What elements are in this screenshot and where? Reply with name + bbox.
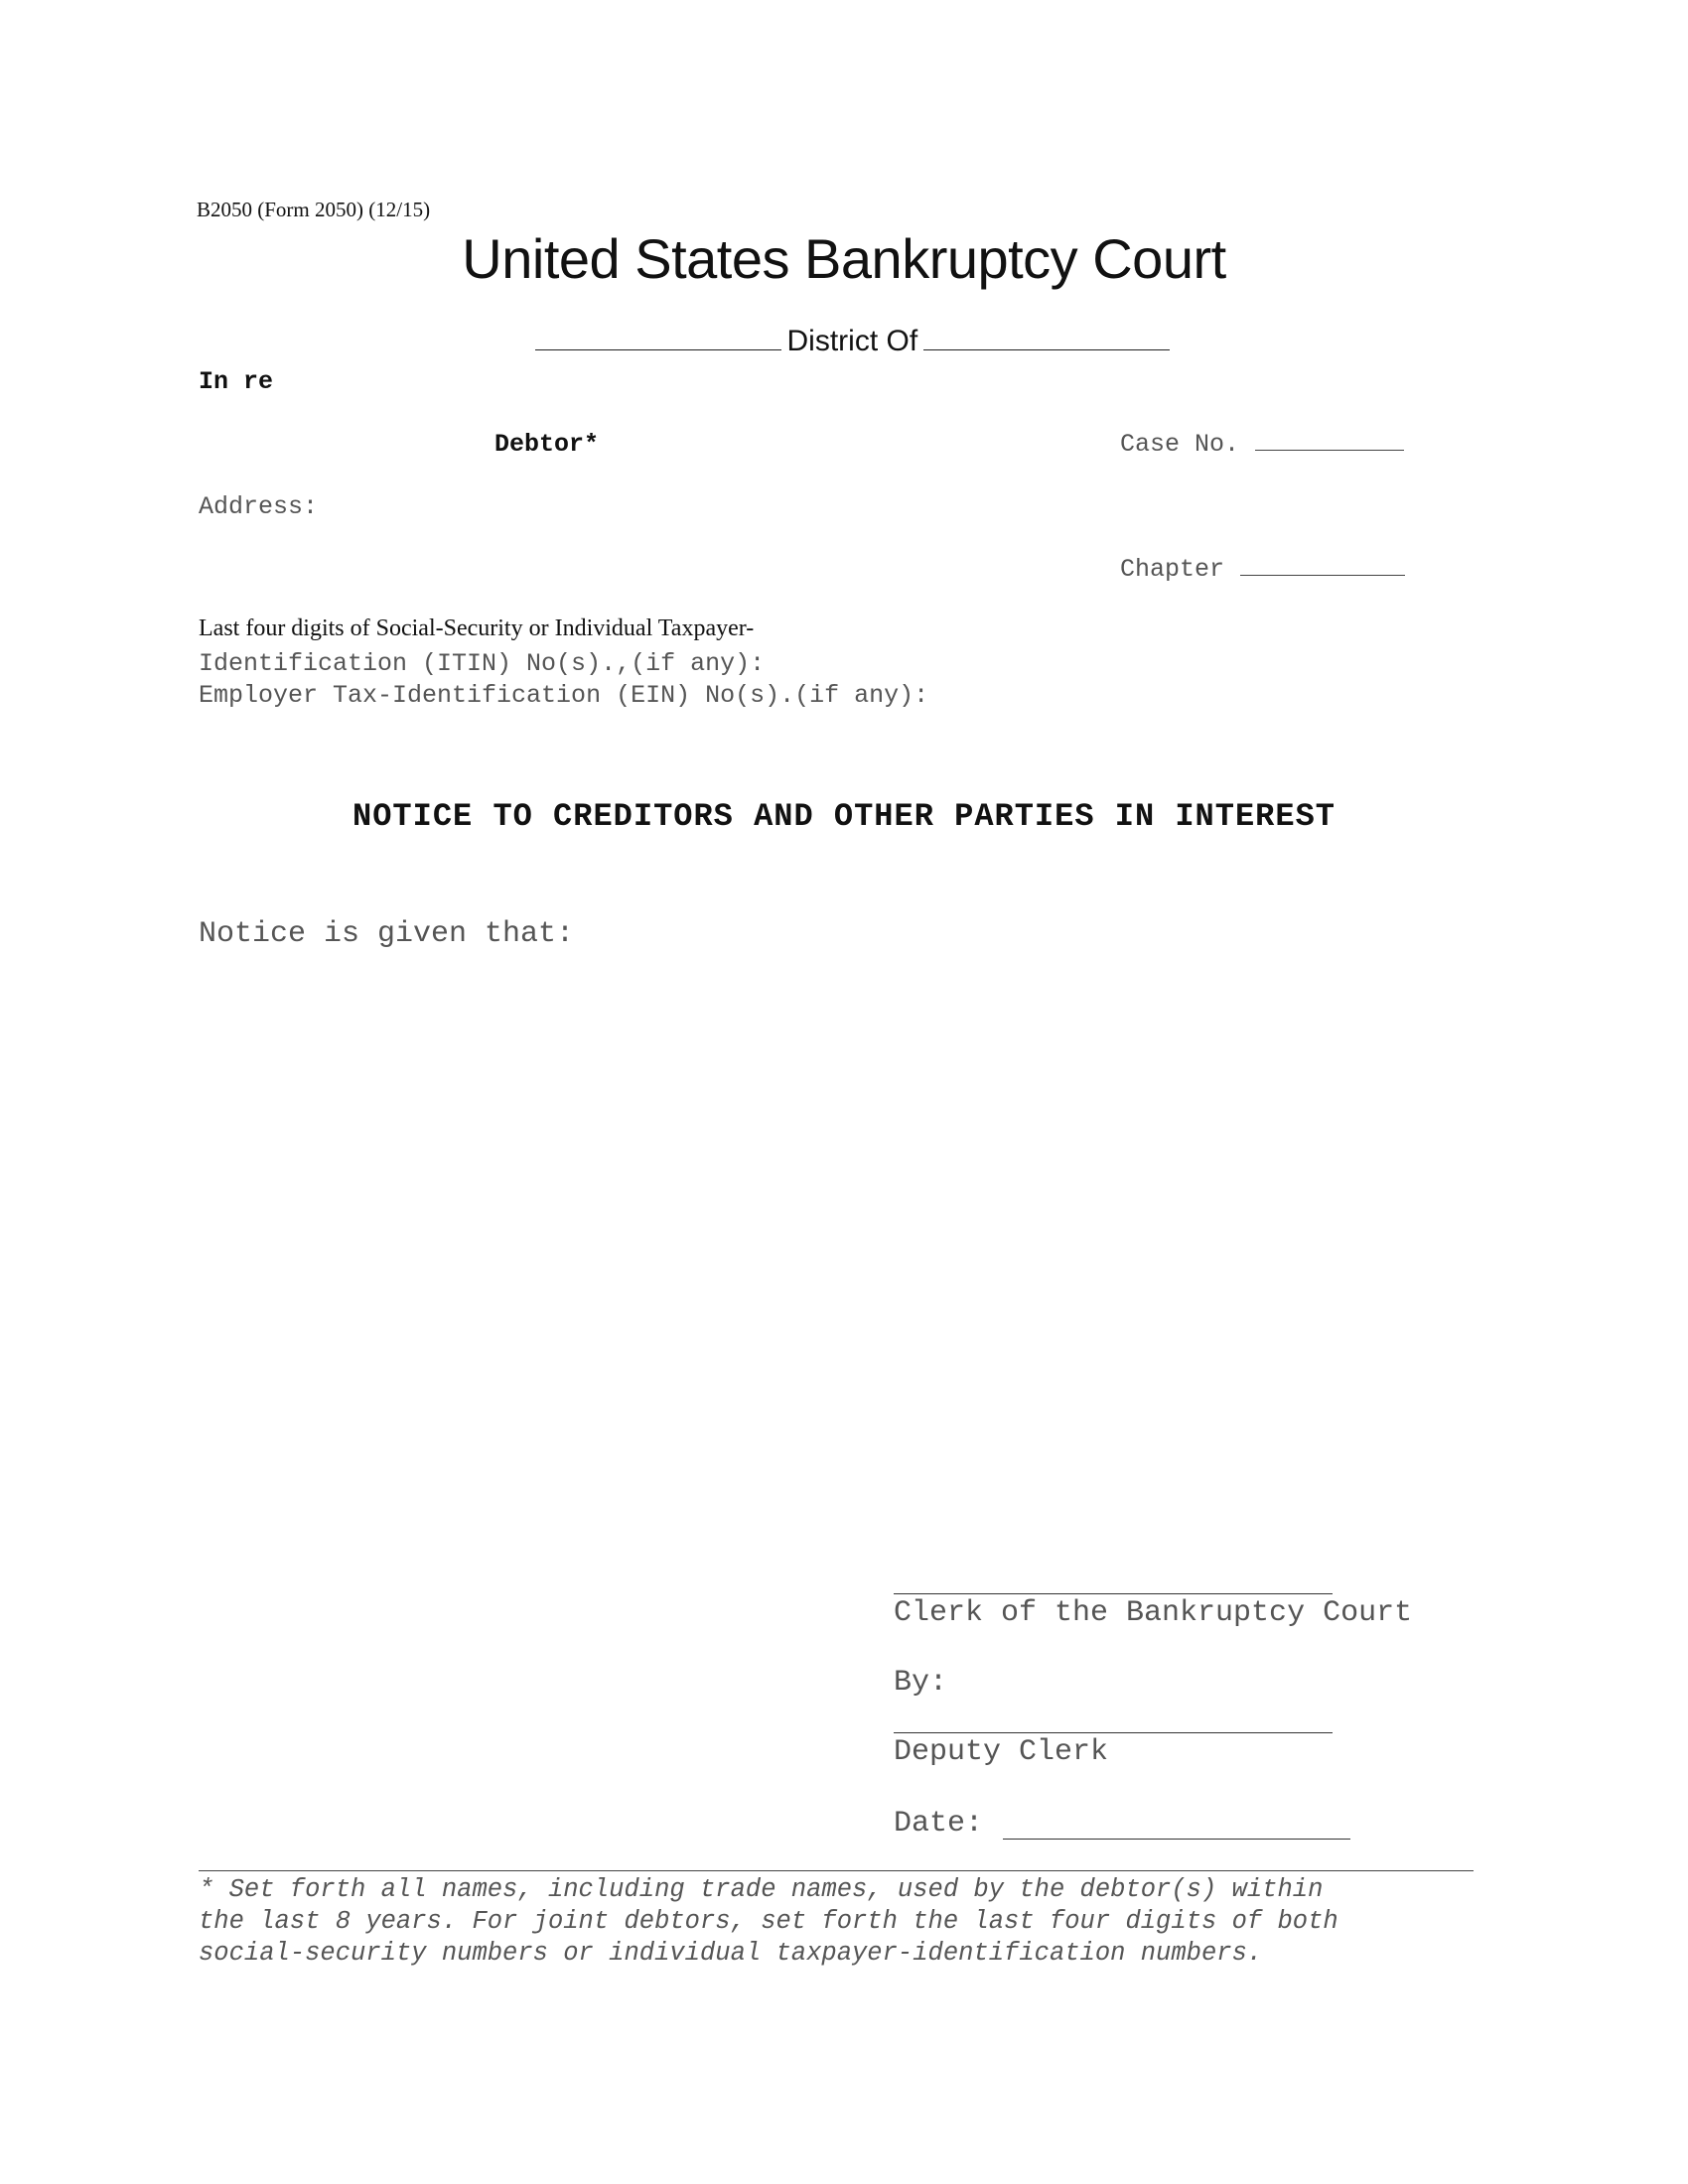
district-blank-left[interactable] (535, 324, 781, 350)
footnote-line-1: * Set forth all names, including trade names, used by the debtor(s) within (199, 1875, 1324, 1904)
case-number-label: Case No. (1120, 430, 1240, 459)
deputy-signature-line[interactable] (894, 1732, 1333, 1733)
footnote-line-2: the last 8 years. For joint debtors, set forth the last four digits of both (199, 1907, 1338, 1936)
chapter-label: Chapter (1120, 555, 1225, 584)
ein-label: Employer Tax-Identification (EIN) No(s).(if any): (199, 681, 929, 710)
date-blank-line[interactable] (1003, 1839, 1350, 1840)
district-label: District Of (786, 325, 918, 357)
address-label: Address: (199, 492, 319, 521)
footnote-line-3: social-security numbers or individual taxpayer-identification numbers. (199, 1939, 1263, 1968)
date-label: Date: (894, 1807, 984, 1841)
by-label: By: (894, 1666, 948, 1700)
notice-intro: Notice is given that: (199, 917, 575, 951)
clerk-label: Clerk of the Bankruptcy Court (894, 1596, 1413, 1630)
notice-heading: NOTICE TO CREDITORS AND OTHER PARTIES IN INTEREST (352, 798, 1336, 835)
debtor-label: Debtor* (494, 430, 600, 459)
case-number-blank[interactable] (1255, 428, 1404, 451)
form-number: B2050 (Form 2050) (12/15) (197, 198, 431, 221)
case-number-field (1090, 399, 1404, 459)
ssn-itin-label-line2: Identification (ITIN) No(s).,(if any): (199, 649, 766, 678)
clerk-signature-line[interactable] (894, 1593, 1333, 1594)
in-re-label: In re (199, 367, 274, 396)
footnote-divider (199, 1870, 1474, 1871)
ssn-itin-label-line1: Last four digits of Social-Security or Individual Taxpayer- (199, 615, 755, 641)
district-row (0, 290, 1688, 358)
chapter-blank[interactable] (1240, 553, 1405, 576)
footnote (199, 1874, 1338, 1970)
district-blank-right[interactable] (923, 324, 1170, 350)
chapter-field (1090, 524, 1405, 584)
deputy-clerk-label: Deputy Clerk (894, 1735, 1109, 1769)
court-title: United States Bankruptcy Court (462, 227, 1226, 290)
